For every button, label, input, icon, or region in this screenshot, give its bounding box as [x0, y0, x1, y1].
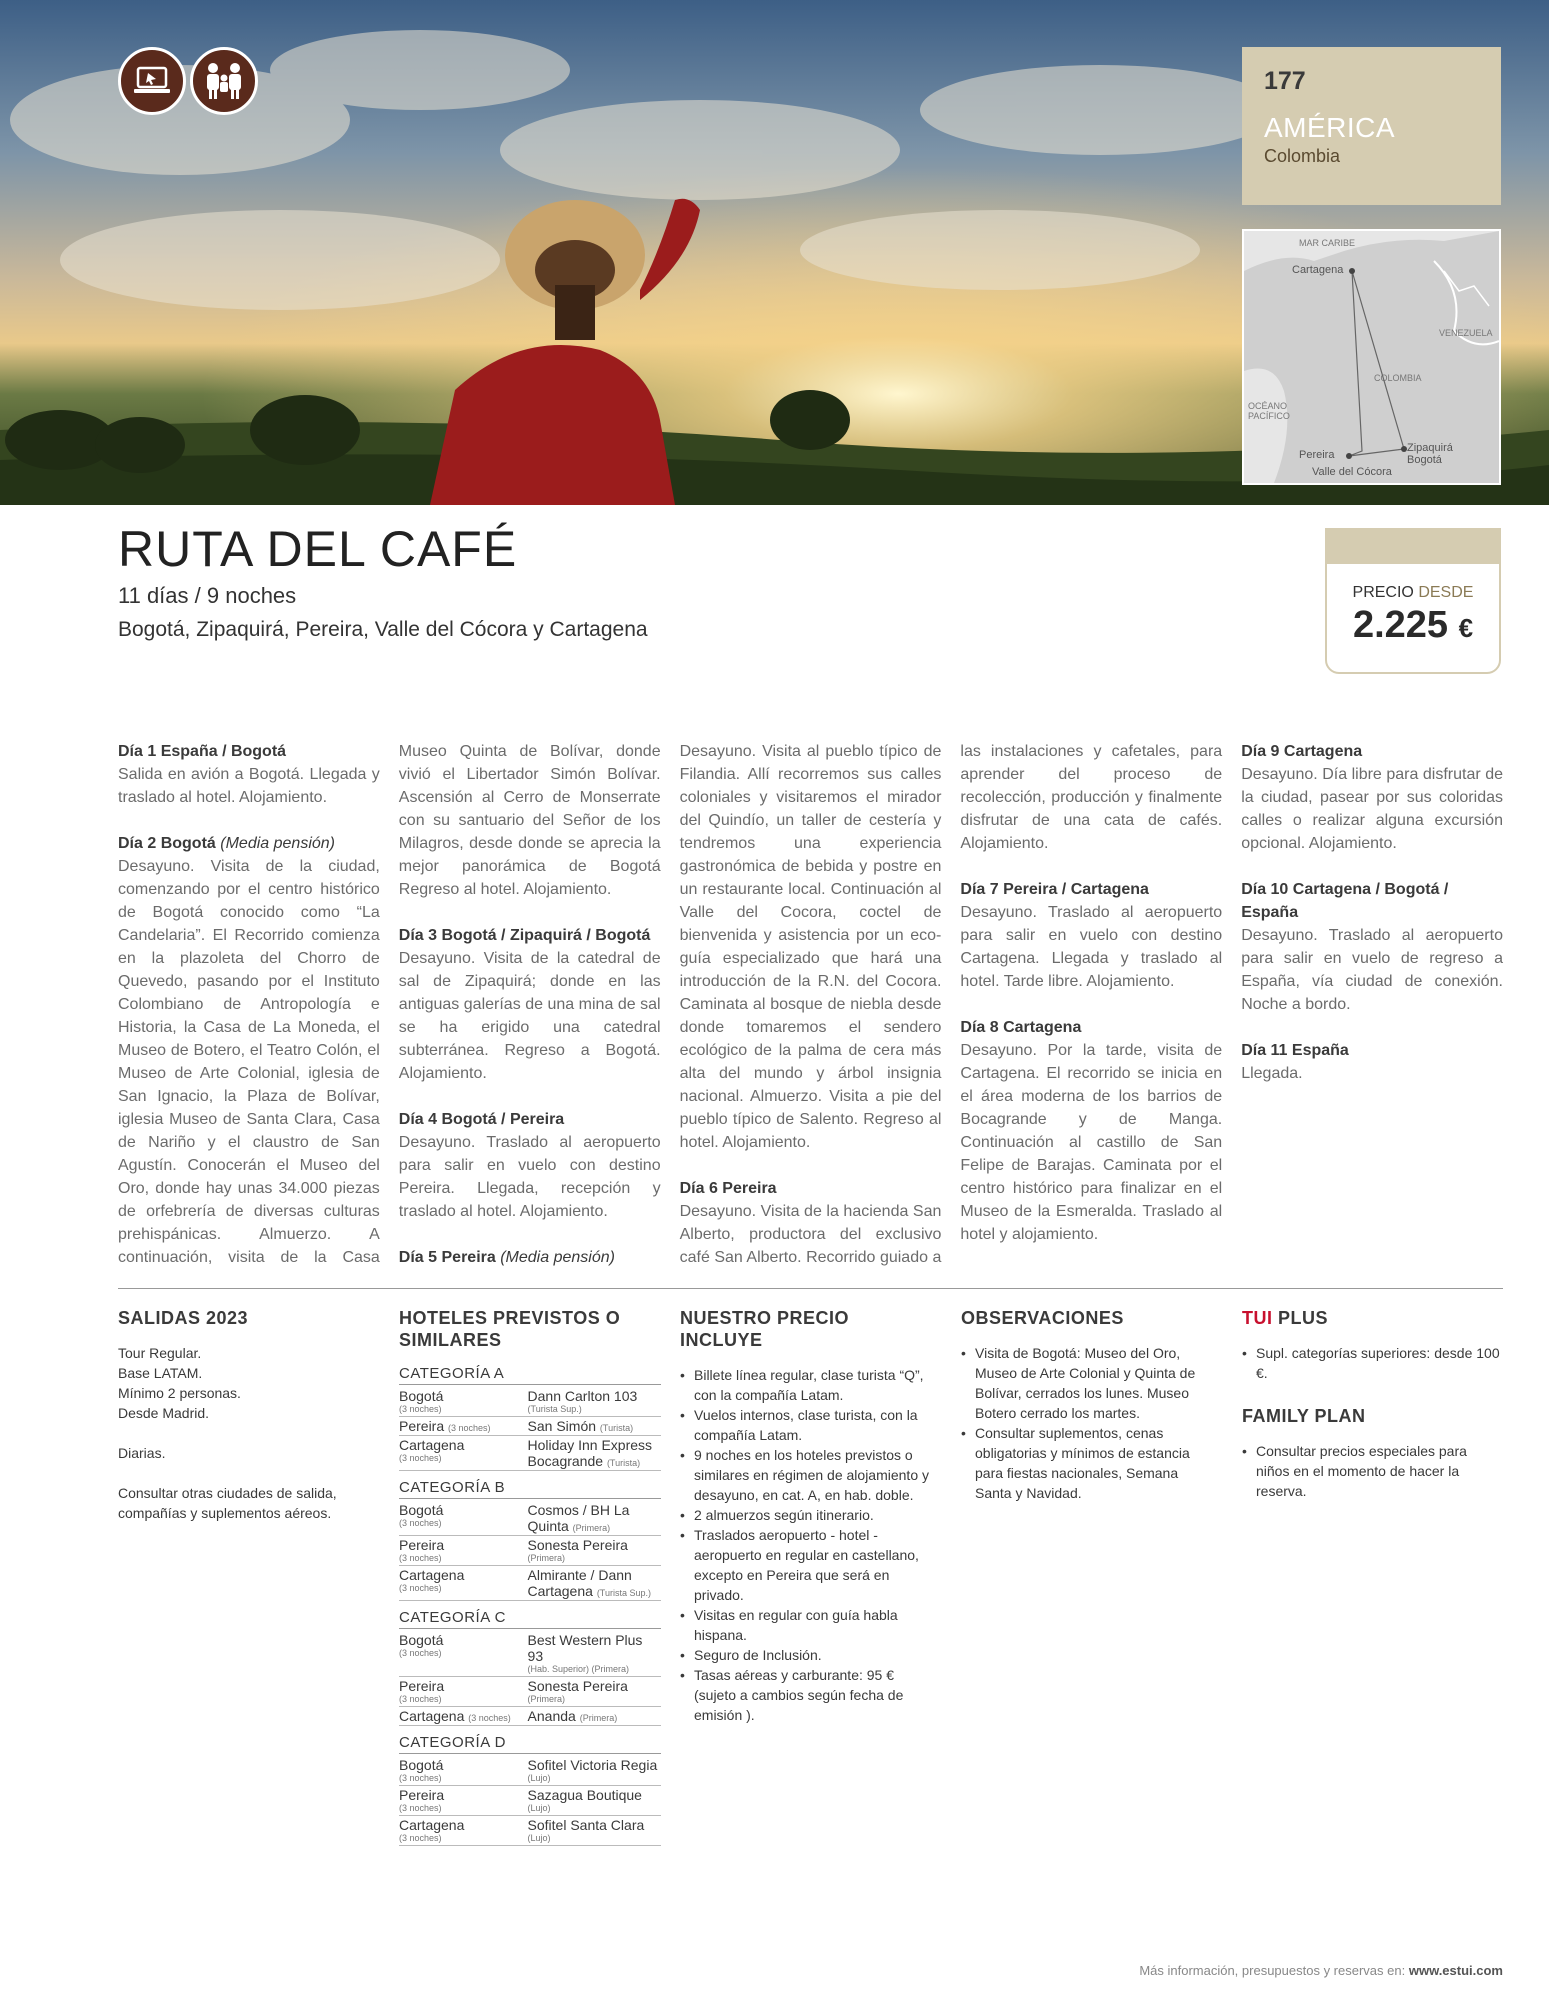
price-label	[1327, 584, 1499, 602]
salidas-frequency: Diarias.	[118, 1445, 166, 1461]
day-title: Bogotá / Zipaquirá / Bogotá	[441, 927, 651, 944]
hotel-city: Pereira	[399, 1787, 445, 1803]
day-number: Día 4	[398, 1111, 438, 1128]
hotel-name: Cosmos / BH La Quinta	[527, 1502, 630, 1534]
hotel-nights: (3 noches)	[448, 1423, 491, 1433]
day-text: Desayuno. Por la tarde, visita de Cartagena. El recorrido se inicia en el área moderna de los barrios de Bocagrande y de Manga. Continuación al castillo de San Felipe de Barajas. Caminata por el centro histórico para finalizar en el Museo de la Esmeralda. Traslado al hotel y alojamiento.	[960, 1042, 1223, 1243]
day-text: Salida en avión a Bogotá. Llegada y traslado al hotel. Alojamiento.	[118, 766, 380, 806]
day-number: Día 6	[679, 1180, 718, 1197]
hotel-name: Sazagua Boutique	[527, 1787, 642, 1803]
hero-photo	[0, 0, 1549, 505]
price-box	[1325, 528, 1501, 674]
tour-title: RUTA DEL CAFÉ	[118, 521, 518, 577]
category-title: CATEGORÍA A	[399, 1365, 661, 1385]
day-title: Pereira / Cartagena	[1003, 881, 1149, 898]
hotel-row	[399, 1536, 661, 1566]
family-heading: FAMILY PLAN	[1242, 1406, 1366, 1426]
hotel-category	[399, 1365, 661, 1471]
hotel-class: (Primera)	[527, 1553, 566, 1563]
observaciones-section	[961, 1307, 1218, 1503]
observaciones-heading: OBSERVACIONES	[961, 1308, 1124, 1328]
map-city-pereira: Pereira	[1299, 449, 1335, 461]
page-number: 177	[1264, 67, 1306, 95]
hotel-nights: (3 noches)	[399, 1453, 442, 1463]
itinerary-day	[960, 878, 1222, 993]
hotel-name: Almirante / Dann Cartagena	[527, 1567, 632, 1599]
day-text: Desayuno. Visita al pueblo típico de Filandia. Allí recorremos sus calles coloniales y visitaremos el mirador del Quindío, un taller de cestería y tendremos una experiencia gastronómica de bebida y postre en un restaurante local. Continuación al Valle del Cocora, coctel de bienvenida y asistencia por un eco-guía especializado que hará una introducción de la R.N. del Cocora. Caminata al bosque de niebla desde donde tomaremos el sendero ecológico de la palma de cera más alta del mundo y árbol insignia nacional. Almuerzo. Visita a pie del pueblo típico de Salento. Regreso al hotel. Alojamiento.	[679, 743, 942, 1151]
hotel-class: (Primera)	[579, 1713, 618, 1723]
hoteles-section	[399, 1307, 661, 1846]
hotel-city: Cartagena	[399, 1708, 465, 1724]
hotel-row	[399, 1756, 661, 1786]
day-title: España	[1291, 1042, 1349, 1059]
hotel-row	[399, 1417, 661, 1436]
map-city-bogota: Bogotá	[1407, 454, 1442, 466]
hotel-nights: (3 noches)	[399, 1518, 442, 1528]
salidas-section	[118, 1307, 383, 1523]
day-text: Desayuno. Traslado al aeropuerto para salir en vuelo con destino Cartagena. Llegada y traslado al hotel. Tarde libre. Alojamiento.	[960, 904, 1223, 990]
svg-text:OCÉANO: OCÉANO	[1248, 401, 1288, 411]
map-label-sea: MAR CARIBE	[1299, 238, 1356, 248]
day-number: Día 2	[118, 835, 157, 852]
hotel-name: Sofitel Victoria Regia	[527, 1757, 658, 1773]
category-title: CATEGORÍA D	[399, 1734, 661, 1754]
hotel-city: Bogotá	[399, 1757, 444, 1773]
day-note: (Media pensión)	[500, 1249, 615, 1266]
hotel-category	[399, 1734, 661, 1846]
incluye-item: • Tasas aéreas y carburante: 95 € (sujeto a cambios según fecha de emisión ).	[680, 1665, 937, 1725]
observaciones-item: • Visita de Bogotá: Museo del Oro, Museo de Arte Colonial y Quinta de Bolívar, cerrados los lunes. Museo Botero cerrado los martes.	[961, 1343, 1218, 1423]
category-title: CATEGORÍA B	[399, 1479, 661, 1499]
hotel-class: (Lujo)	[527, 1803, 551, 1813]
day-text: Desayuno. Traslado al aeropuerto para salir en vuelo con destino Pereira. Llegada, recepción y traslado al hotel. Alojamiento.	[398, 1134, 661, 1220]
hotel-row	[399, 1436, 661, 1471]
hotel-class: (Primera)	[572, 1523, 611, 1533]
tour-route: Bogotá, Zipaquirá, Pereira, Valle del Cócora y Cartagena	[118, 618, 648, 641]
hotel-nights: (3 noches)	[399, 1773, 442, 1783]
hotel-city: Cartagena	[399, 1567, 465, 1583]
hotel-city: Bogotá	[399, 1388, 444, 1404]
itinerary-day	[1241, 740, 1503, 855]
hotel-row	[399, 1786, 661, 1816]
salidas-line: Base LATAM.	[118, 1365, 203, 1381]
hotel-class: (Turista Sup.)	[596, 1588, 651, 1598]
hotel-class: (Primera)	[527, 1694, 566, 1704]
day-title: España / Bogotá	[160, 743, 287, 760]
incluye-item: • Visitas en regular con guía habla hispana.	[680, 1605, 937, 1645]
hotel-name: Ananda	[527, 1708, 576, 1724]
hotel-nights: (3 noches)	[468, 1713, 511, 1723]
incluye-section	[680, 1307, 937, 1725]
day-number: Día 8	[960, 1019, 999, 1036]
hotel-name: Sonesta Pereira	[527, 1537, 628, 1553]
hotel-name: San Simón	[527, 1418, 597, 1434]
incluye-item: • Vuelos internos, clase turista, con la compañía Latam.	[680, 1405, 937, 1445]
salidas-note: Consultar otras ciudades de salida, compañías y suplementos aéreos.	[118, 1485, 337, 1521]
day-title: Pereira	[441, 1249, 496, 1266]
hoteles-heading: HOTELES PREVISTOS O SIMILARES	[399, 1308, 621, 1350]
map-label-country: COLOMBIA	[1374, 373, 1422, 383]
laptop-icon	[118, 47, 186, 115]
itinerary-day	[960, 1016, 1222, 1246]
day-title: Pereira	[722, 1180, 777, 1197]
hotel-class: (Turista)	[599, 1423, 634, 1433]
hotel-row	[399, 1707, 661, 1726]
day-text: Desayuno. Visita de la catedral de sal de Zipaquirá; donde en las antiguas galerías de una mina de sal se ha erigido una catedral subterránea. Regreso a Bogotá. Alojamiento.	[398, 950, 661, 1082]
day-title: Bogotá / Pereira	[441, 1111, 565, 1128]
hotel-city: Pereira	[399, 1418, 445, 1434]
day-title: Bogotá	[160, 835, 216, 852]
incluye-item: • Seguro de Inclusión.	[680, 1645, 937, 1665]
day-number: Día 5	[398, 1249, 438, 1266]
itinerary-day	[1241, 1039, 1503, 1085]
price-band	[1327, 530, 1499, 564]
itinerary-day	[1241, 878, 1503, 1016]
itinerary-day	[399, 924, 661, 1085]
footer-text: Más información, presupuestos y reservas en:	[1139, 1963, 1406, 1978]
day-number: Día 10	[1241, 881, 1289, 898]
incluye-item: • 9 noches en los hoteles previstos o similares en régimen de alojamiento y desayuno, en cat. A, en hab. doble.	[680, 1445, 937, 1505]
hotel-city: Bogotá	[399, 1632, 444, 1648]
salidas-line: Tour Regular.	[118, 1345, 202, 1361]
hotel-nights: (3 noches)	[399, 1404, 442, 1414]
tuiplus-item: • Supl. categorías superiores: desde 100 €.	[1242, 1343, 1503, 1383]
hotel-class: (Lujo)	[527, 1773, 551, 1783]
day-number: Día 1	[118, 743, 157, 760]
day-number: Día 11	[1241, 1042, 1288, 1059]
hotel-class: (Hab. Superior) (Primera)	[527, 1664, 630, 1674]
day-text: Llegada.	[1241, 1065, 1303, 1082]
day-title: Cartagena / Bogotá / España	[1241, 881, 1449, 921]
route-map	[1242, 229, 1501, 485]
hotel-name: Sofitel Santa Clara	[527, 1817, 645, 1833]
hotel-class: (Turista)	[606, 1458, 641, 1468]
hotel-row	[399, 1566, 661, 1601]
tuiplus-heading-brand: TUI	[1242, 1308, 1273, 1328]
day-text: Desayuno. Visita de la hacienda San Alberto, productora del exclusivo café San Alberto. Recorrido guiado a las instalaciones y cafetales, para aprender del proceso de recolección, producción y finalmente disfrutar de una cata de cafés. Alojamiento.	[679, 743, 1223, 1266]
day-text: Desayuno. Traslado al aeropuerto para salir en vuelo de regreso a España, vía ciudad de conexión. Noche a bordo.	[1241, 927, 1503, 1013]
hotel-city: Cartagena	[399, 1437, 465, 1453]
hotel-name: Best Western Plus 93	[527, 1632, 643, 1664]
day-number: Día 7	[960, 881, 999, 898]
hotel-row	[399, 1387, 661, 1417]
day-number: Día 3	[398, 927, 438, 944]
footer-link[interactable]: www.estui.com	[1408, 1963, 1503, 1978]
hotel-city: Pereira	[399, 1537, 445, 1553]
hotel-row	[399, 1677, 661, 1707]
observaciones-item: • Consultar suplementos, cenas obligatorias y mínimos de estancia para fiestas nacionales, Semana Santa y Navidad.	[961, 1423, 1218, 1503]
tuiplus-heading-rest: PLUS	[1272, 1308, 1329, 1328]
day-note: (Media pensión)	[220, 835, 335, 852]
day-title: Cartagena	[1003, 1019, 1082, 1036]
hotel-name: Dann Carlton 103	[527, 1388, 638, 1404]
incluye-item: • Traslados aeropuerto - hotel - aeropuerto en regular en castellano, excepto en Pereira que será en privado.	[680, 1525, 937, 1605]
country-name: Colombia	[1264, 146, 1341, 166]
itinerary-day	[399, 1108, 661, 1223]
salidas-line: Mínimo 2 personas.	[118, 1385, 241, 1401]
day-text: Desayuno. Visita de la ciudad, comenzando por el centro histórico de Bogotá conocido como “La Candelaria”. El Recorrido comienza en la plazoleta del Chorro de Quevedo, pasando por el Instituto Colombiano de Antropología e Historia, la Casa de La Moneda, el Museo de Botero, el Teatro Colón, el Museo de Arte Colonial, iglesia de San Ignacio, la Plaza de Bolívar, iglesia Museo de Santa Clara, Casa de Nariño y el claustro de San Agustín. Conocerán el Museo del Oro, donde hay unas 34.000 piezas de orfebrería de diversas culturas prehispánicas. Almuerzo. A continuación, visita de la Casa Museo Quinta de Bolívar, donde vivió el Libertador Simón Bolívar. Ascensión al Cerro de Monserrate con su santuario del Señor de los Milagros, desde donde se aprecia la mejor panorámica de Bogotá Regreso al hotel. Alojamiento.	[118, 743, 661, 1266]
hotel-city: Pereira	[399, 1678, 445, 1694]
section-divider	[118, 1288, 1503, 1289]
incluye-item: • 2 almuerzos según itinerario.	[680, 1505, 937, 1525]
hotel-nights: (3 noches)	[399, 1803, 442, 1813]
hotel-row	[399, 1816, 661, 1846]
hotel-nights: (3 noches)	[399, 1694, 442, 1704]
hotel-nights: (3 noches)	[399, 1553, 442, 1563]
category-title: CATEGORÍA C	[399, 1609, 661, 1629]
incluye-item: • Billete línea regular, clase turista “Q”, con la compañía Latam.	[680, 1365, 937, 1405]
day-number: Día 9	[1241, 743, 1280, 760]
hotel-class: (Lujo)	[527, 1833, 551, 1843]
family-item: • Consultar precios especiales para niños en el momento de hacer la reserva.	[1242, 1441, 1503, 1501]
map-city-valle: Valle del Cócora	[1312, 466, 1392, 478]
hotel-row	[399, 1501, 661, 1536]
hotel-category	[399, 1479, 661, 1601]
hotel-nights: (3 noches)	[399, 1583, 442, 1593]
family-icon	[190, 47, 258, 115]
hotel-name: Holiday Inn Express Bocagrande	[527, 1437, 653, 1469]
itinerary	[118, 740, 1503, 1272]
price-currency: €	[1458, 613, 1474, 643]
price-value: 2.225	[1352, 604, 1449, 646]
hotel-row	[399, 1631, 661, 1677]
svg-text:PACÍFICO: PACÍFICO	[1248, 411, 1290, 421]
map-label-neighbor: VENEZUELA	[1439, 328, 1493, 338]
day-title: Cartagena	[1283, 743, 1363, 760]
map-city-cartagena: Cartagena	[1292, 264, 1344, 276]
map-city-zipaquira: Zipaquirá	[1407, 442, 1453, 454]
hotel-nights: (3 noches)	[399, 1833, 442, 1843]
hotel-city: Bogotá	[399, 1502, 444, 1518]
hotel-name: Sonesta Pereira	[527, 1678, 628, 1694]
tour-duration: 11 días / 9 noches	[118, 583, 297, 608]
itinerary-day	[118, 740, 380, 809]
price-amount	[1327, 604, 1499, 647]
salidas-line: Desde Madrid.	[118, 1405, 210, 1421]
salidas-heading: SALIDAS 2023	[118, 1308, 249, 1328]
hotel-city: Cartagena	[399, 1817, 465, 1833]
tuiplus-section	[1242, 1307, 1503, 1501]
region-name: AMÉRICA	[1264, 112, 1396, 143]
price-label-from: DESDE	[1418, 584, 1474, 601]
day-text: Desayuno. Día libre para disfrutar de la ciudad, pasear por sus coloridas calles o realizar alguna excursión opcional. Alojamiento.	[1241, 766, 1503, 852]
page-badge	[1242, 47, 1501, 205]
hotel-category	[399, 1609, 661, 1726]
hotel-nights: (3 noches)	[399, 1648, 442, 1658]
price-label-text: PRECIO	[1352, 584, 1414, 601]
tuiplus-heading	[1242, 1307, 1503, 1329]
hotel-class: (Turista Sup.)	[527, 1404, 582, 1414]
footer	[1139, 1963, 1503, 1978]
incluye-heading: NUESTRO PRECIO INCLUYE	[680, 1308, 850, 1350]
